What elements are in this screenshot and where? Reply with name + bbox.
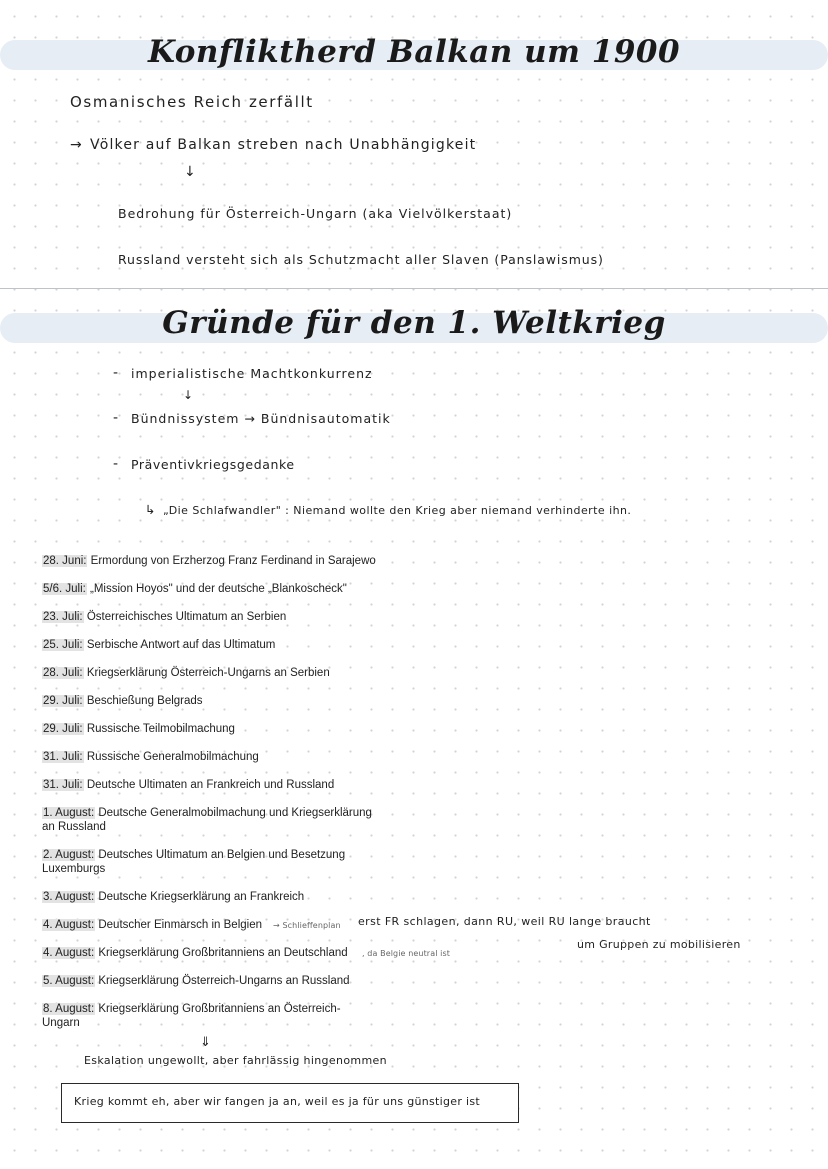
arrow-down-icon: ↓ xyxy=(184,164,197,180)
timeline-text: Kriegserklärung Österreich-Ungarns an Russland xyxy=(95,975,350,987)
timeline-date: 3. August: xyxy=(43,891,95,903)
timeline-text: Serbische Antwort auf das Ultimatum xyxy=(83,639,276,651)
timeline-text: Russische Teilmobilmachung xyxy=(83,723,235,735)
timeline-item xyxy=(42,610,286,624)
timeline-date: 1. August: xyxy=(43,807,95,819)
timeline-text: Kriegserklärung Großbritanniens an Deutschland xyxy=(95,947,348,959)
section-title-balkan: Konfliktherd Balkan um 1900 xyxy=(147,34,681,70)
timeline-item xyxy=(42,722,235,736)
text-threat-austria: Bedrohung für Österreich-Ungarn (aka Vielvölkerstaat) xyxy=(118,206,513,221)
timeline-item xyxy=(42,918,262,932)
arrow-turn-icon: ↳ xyxy=(145,502,156,517)
arrow-right-icon: → xyxy=(70,137,83,153)
timeline-item xyxy=(42,848,345,876)
bullet-dash: - xyxy=(113,365,119,381)
text-sleepwalkers-note: „Die Schlafwandler" : Niemand wollte den Krieg aber niemand verhinderte ihn. xyxy=(163,504,632,517)
annotation-schlieffen-note-2: um Gruppen zu mobilisieren xyxy=(577,938,741,951)
timeline-date: 2. August: xyxy=(43,849,95,861)
text-reason-preventive-war: Präventivkriegsgedanke xyxy=(131,457,295,472)
timeline-text: Deutsches Ultimatum an Belgien und Besetzung xyxy=(95,849,346,861)
arrow-down-icon: ↓ xyxy=(183,388,194,402)
annotation-belgium-neutral: , da Belgie neutral ist xyxy=(362,949,450,958)
timeline-text-continued: Luxemburgs xyxy=(42,863,106,875)
timeline-date: 31. Juli: xyxy=(43,779,83,791)
text-osman-empire: Osmanisches Reich zerfällt xyxy=(70,93,314,111)
timeline-item xyxy=(42,1002,341,1030)
timeline-text: Ermordung von Erzherzog Franz Ferdinand in Sarajewo xyxy=(87,555,376,567)
timeline-text: Kriegserklärung Großbritanniens an Österreich- xyxy=(95,1003,341,1015)
timeline-date: 29. Juli: xyxy=(43,695,83,707)
annotation-schlieffen: → Schlieffenplan xyxy=(273,921,341,930)
timeline-text-continued: an Russland xyxy=(42,821,106,833)
bullet-dash: - xyxy=(113,410,119,426)
timeline-date: 29. Juli: xyxy=(43,723,83,735)
timeline-item xyxy=(42,554,376,568)
timeline-date: 31. Juli: xyxy=(43,751,83,763)
timeline-text: Deutscher Einmarsch in Belgien xyxy=(95,919,262,931)
timeline-item xyxy=(42,694,203,708)
timeline-item xyxy=(42,974,350,988)
conclusion-box xyxy=(61,1083,519,1123)
timeline-item xyxy=(42,750,259,764)
timeline-text-continued: Ungarn xyxy=(42,1017,80,1029)
timeline-date: 25. Juli: xyxy=(43,639,83,651)
text-russia-panslavism: Russland versteht sich als Schutzmacht aller Slaven (Panslawismus) xyxy=(118,252,604,267)
timeline-date: 28. Juni: xyxy=(43,555,87,567)
timeline-text: Kriegserklärung Österreich-Ungarns an Serbien xyxy=(83,667,330,679)
section-title-reasons: Gründe für den 1. Weltkrieg xyxy=(162,305,666,341)
text-reason-imperialism: imperialistische Machtkonkurrenz xyxy=(131,366,373,381)
timeline-item xyxy=(42,638,275,652)
timeline-item xyxy=(42,778,334,792)
timeline-text: Deutsche Generalmobilmachung und Kriegserklärung xyxy=(95,807,372,819)
timeline-text: Russische Generalmobilmachung xyxy=(83,751,259,763)
text-balkan-peoples: Völker auf Balkan streben nach Unabhängigkeit xyxy=(90,137,477,153)
timeline-text: Österreichisches Ultimatum an Serbien xyxy=(83,611,287,623)
timeline-text: „Mission Hoyos" und der deutsche „Blankoscheck" xyxy=(86,583,347,595)
timeline-text: Deutsche Kriegserklärung an Frankreich xyxy=(95,891,305,903)
timeline-text: Deutsche Ultimaten an Frankreich und Russland xyxy=(83,779,335,791)
timeline-date: 5/6. Juli: xyxy=(43,583,86,595)
timeline-date: 8. August: xyxy=(43,1003,95,1015)
section-divider xyxy=(0,288,828,289)
timeline-date: 23. Juli: xyxy=(43,611,83,623)
bullet-dash: - xyxy=(113,456,119,472)
timeline-item xyxy=(42,890,304,904)
timeline-item xyxy=(42,806,372,834)
conclusion-box-text: Krieg kommt eh, aber wir fangen ja an, weil es ja für uns günstiger ist xyxy=(74,1095,480,1108)
timeline-date: 28. Juli: xyxy=(43,667,83,679)
text-escalation: Eskalation ungewollt, aber fahrlässig hingenommen xyxy=(84,1054,387,1067)
timeline-text: Beschießung Belgrads xyxy=(83,695,203,707)
timeline-date: 5. August: xyxy=(43,975,95,987)
timeline-item xyxy=(42,666,330,680)
double-arrow-down-icon: ⇓ xyxy=(200,1035,212,1050)
text-reason-alliances: Bündnissystem → Bündnisautomatik xyxy=(131,411,391,426)
timeline-item xyxy=(42,946,348,960)
timeline-date: 4. August: xyxy=(43,947,95,959)
annotation-schlieffen-note: erst FR schlagen, dann RU, weil RU lange braucht xyxy=(358,915,651,928)
timeline-item xyxy=(42,582,347,596)
timeline-date: 4. August: xyxy=(43,919,95,931)
